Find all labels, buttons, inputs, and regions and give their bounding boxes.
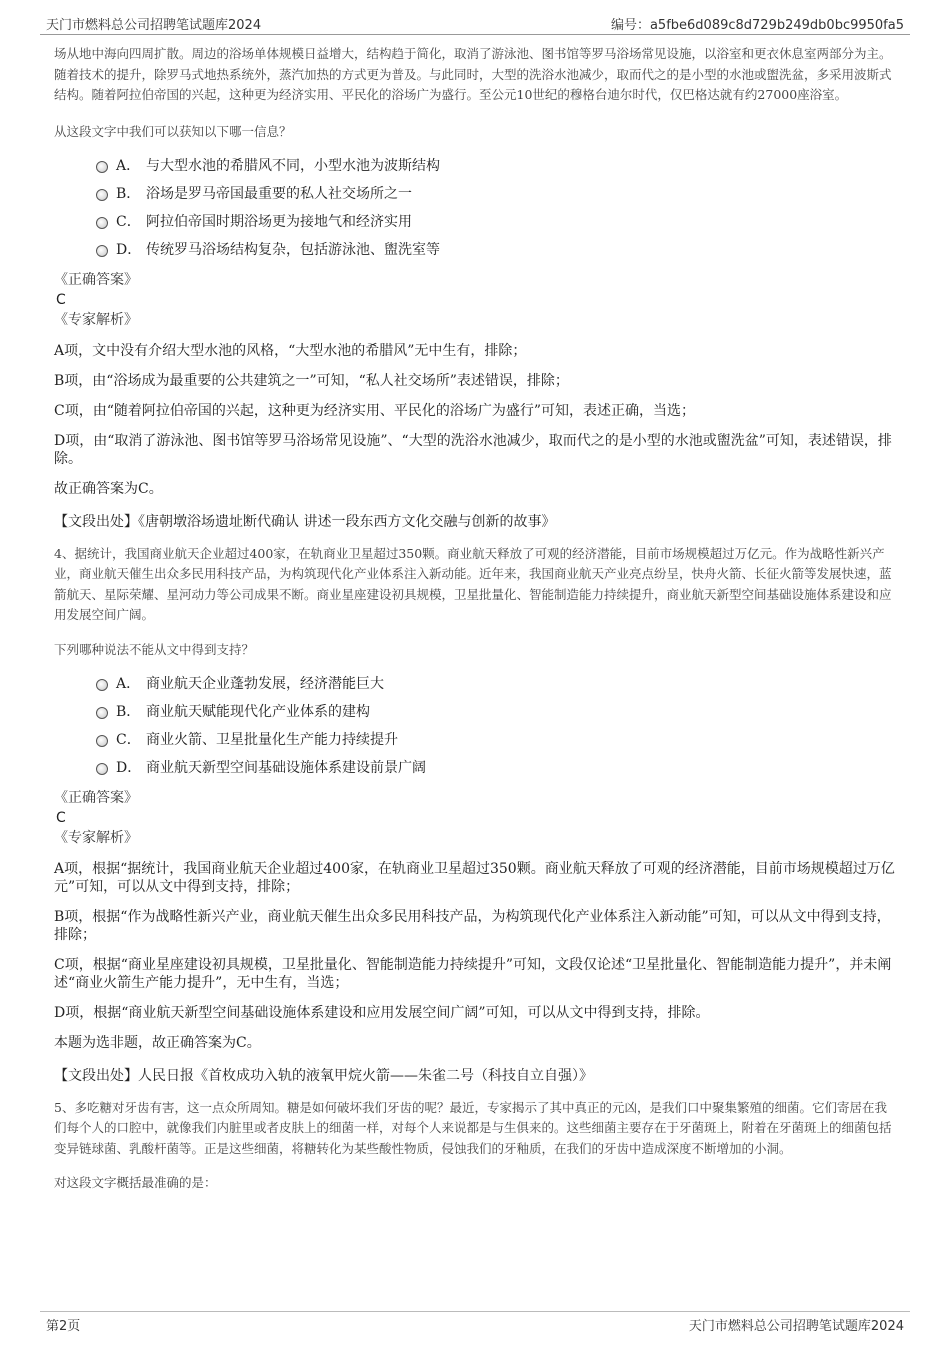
q3-question: 从这段文字中我们可以获知以下哪一信息？ <box>54 123 292 139</box>
q4-option-b[interactable]: B． 商业航天赋能现代化产业体系的建构 <box>96 698 896 726</box>
q4-analysis-c: C项，根据“商业星座建设初具规模，卫星批量化、智能制造能力持续提升”可知，文段仅论述“卫星批量化、智能制造能力提升”，并未阐述“商业火箭生产能力提升”，无中生有，当选； <box>54 956 892 991</box>
q4-answer-label: 《正确答案》 <box>54 789 138 806</box>
page-content <box>54 44 896 1193</box>
radio-icon[interactable] <box>96 245 108 257</box>
footer-title: 天门市燃料总公司招聘笔试题库2024 <box>688 1319 904 1334</box>
q4-passage: 4、据统计，我国商业航天企业超过400家，在轨商业卫星超过350颗。商业航天释放了可观的经济潜能，目前市场规模超过万亿元。作为战略性新兴产业，商业航天催生出众多民用科技产品，为构筑现代化产业体系注入新动能。近年来，我国商业航天产业亮点纷呈，快舟火箭、长征火箭等发展快速，蓝箭航天、星际荣耀、星河动力等公司成果不断。商业星座建设初具规模，卫星批量化、智能制造能力持续提升，商业航天新型空间基础设施体系建设和应用发展空间广阔。 <box>54 545 892 622</box>
radio-icon[interactable] <box>96 161 108 173</box>
q4-question: 下列哪种说法不能从文中得到支持？ <box>54 641 255 657</box>
q4-analysis-b: B项，根据“作为战略性新兴产业，商业航天催生出众多民用科技产品，为构筑现代化产业体系注入新动能”可知，可以从文中得到支持，排除； <box>54 908 891 943</box>
radio-icon[interactable] <box>96 217 108 229</box>
radio-icon[interactable] <box>96 189 108 201</box>
q3-conclusion: 故正确答案为C。 <box>54 480 163 497</box>
header-title: 天门市燃料总公司招聘笔试题库2024 <box>46 18 262 33</box>
q4-conclusion: 本题为选非题，故正确答案为C。 <box>54 1034 261 1051</box>
radio-icon[interactable] <box>96 707 108 719</box>
q4-option-a[interactable]: A． 商业航天企业蓬勃发展，经济潜能巨大 <box>96 670 896 698</box>
q3-option-b[interactable]: B． 浴场是罗马帝国最重要的私人社交场所之一 <box>96 180 896 208</box>
q3-analysis-d: D项，由“取消了游泳池、图书馆等罗马浴场常见设施”、“大型的洗浴水池减少，取而代之的是小型的水池或盥洗盆”可知，表述错误，排除。 <box>54 432 892 467</box>
page-header <box>40 12 910 35</box>
q3-option-d[interactable]: D． 传统罗马浴场结构复杂，包括游泳池、盥洗室等 <box>96 236 896 264</box>
q3-analysis-b: B项，由“浴场成为最重要的公共建筑之一”可知，“私人社交场所”表述错误，排除； <box>54 372 569 389</box>
q3-answer-label: 《正确答案》 <box>54 271 138 288</box>
radio-icon[interactable] <box>96 763 108 775</box>
header-code: 编号：a5fbe6d089c8d729b249db0bc9950fa5 <box>610 18 904 33</box>
q4-answer: C <box>56 809 66 826</box>
page-number: 第2页 <box>46 1319 81 1334</box>
q3-option-c[interactable]: C． 阿拉伯帝国时期浴场更为接地气和经济实用 <box>96 208 896 236</box>
q3-analysis-a: A项，文中没有介绍大型水池的风格，“大型水池的希腊风”无中生有，排除； <box>54 342 527 359</box>
q3-answer: C <box>56 291 66 308</box>
q3-passage: 场从地中海向四周扩散。周边的浴场单体规模日益增大，结构趋于简化，取消了游泳池、图书馆等罗马浴场常见设施，以浴室和更衣休息室两部分为主。随着技术的提升，除罗马式地热系统外，蒸汽加热的方式更为普及。与此同时，大型的洗浴水池减少，取而代之的是小型的水池或盥洗盆，多采用波斯式结构。随着阿拉伯帝国的兴起，这种更为经济实用、平民化的浴场广为盛行。至公元10世纪的穆格台迪尔时代，仅巴格达就有约27000座浴室。 <box>54 46 892 102</box>
radio-icon[interactable] <box>96 679 108 691</box>
q3-source: 【文段出处】《唐朝墩浴场遗址断代确认 讲述一段东西方文化交融与创新的故事》 <box>54 513 556 530</box>
q3-option-a[interactable]: A． 与大型水池的希腊风不同，小型水池为波斯结构 <box>96 152 896 180</box>
q5-passage: 5、多吃糖对牙齿有害，这一点众所周知。糖是如何破坏我们牙齿的呢？最近，专家揭示了其中真正的元凶，是我们口中聚集繁殖的细菌。它们寄居在我们每个人的口腔中，就像我们内脏里或者皮肤上的细菌一样，对每个人来说都是与生俱来的。这些细菌主要存在于牙菌斑上，附着在牙菌斑上的细菌包括变异链球菌、乳酸杆菌等。正是这些细菌，将糖转化为某些酸性物质，侵蚀我们的牙釉质，在我们的牙齿中造成深度不断增加的小洞。 <box>54 1099 892 1156</box>
q3-options <box>96 152 896 264</box>
q5-question: 对这段文字概括最准确的是： <box>54 1175 217 1190</box>
q3-analysis-c: C项，由“随着阿拉伯帝国的兴起，这种更为经济实用、平民化的浴场广为盛行”可知，表述正确，当选； <box>54 402 696 419</box>
q3-analysis-label: 《专家解析》 <box>54 311 138 328</box>
page-footer <box>40 1311 910 1334</box>
q4-analysis-d: D项，根据“商业航天新型空间基础设施体系建设和应用发展空间广阔”可知，可以从文中得到支持，排除。 <box>54 1004 710 1021</box>
q4-analysis-a: A项，根据“据统计，我国商业航天企业超过400家，在轨商业卫星超过350颗。商业航天释放了可观的经济潜能，目前市场规模超过万亿元”可知，可以从文中得到支持，排除； <box>54 860 895 895</box>
radio-icon[interactable] <box>96 735 108 747</box>
q4-options <box>96 670 896 782</box>
q4-option-c[interactable]: C． 商业火箭、卫星批量化生产能力持续提升 <box>96 726 896 754</box>
q4-option-d[interactable]: D． 商业航天新型空间基础设施体系建设前景广阔 <box>96 754 896 782</box>
q4-source: 【文段出处】人民日报《首枚成功入轨的液氧甲烷火箭——朱雀二号（科技自立自强）》 <box>54 1067 593 1084</box>
q4-analysis-label: 《专家解析》 <box>54 829 138 846</box>
